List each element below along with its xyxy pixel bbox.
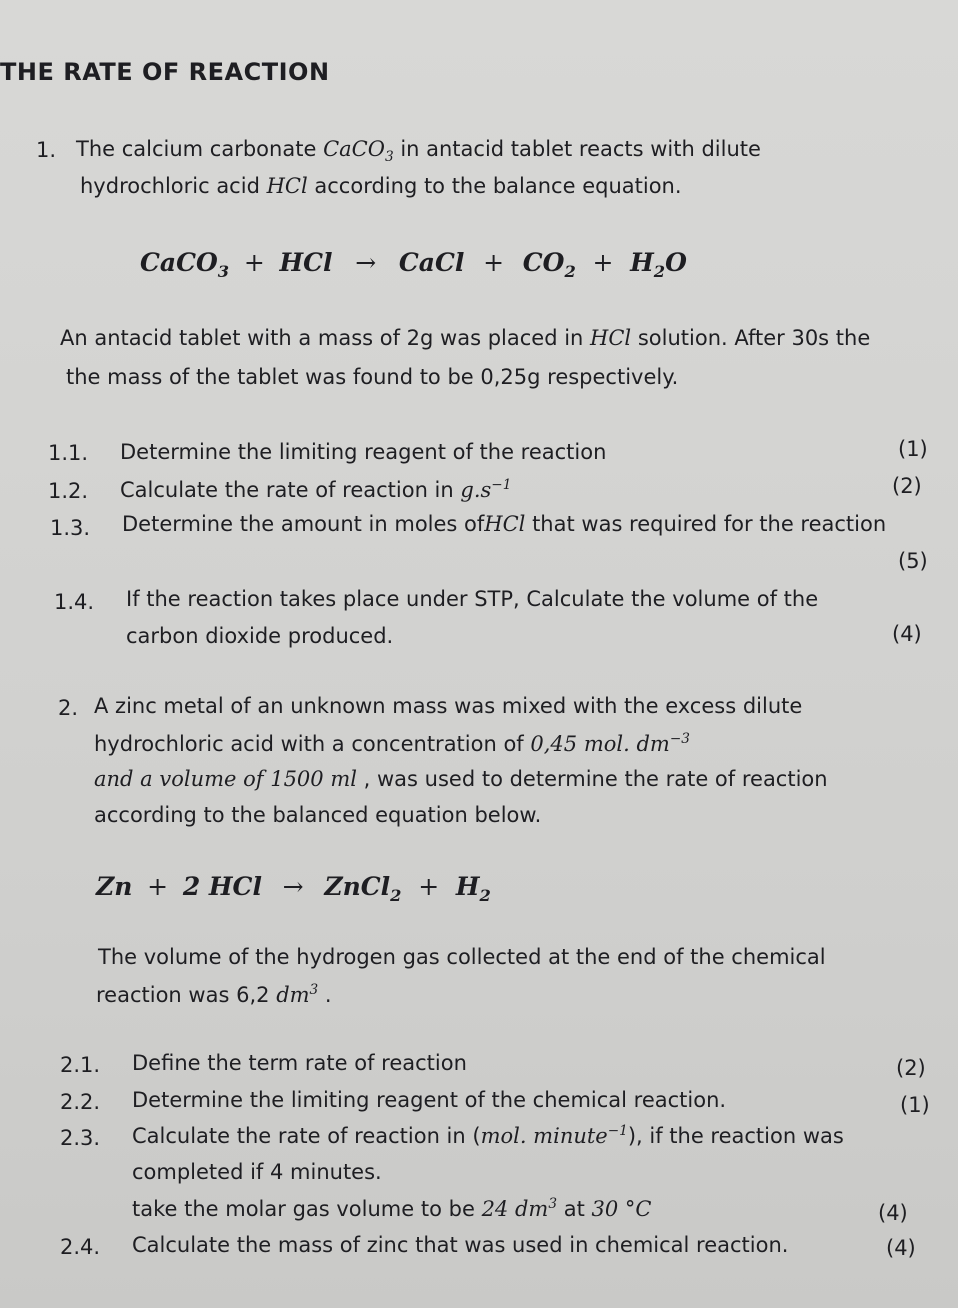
q2-3-text-line3: take the molar gas volume to be 24 $dm^3$ at 30 °C [132, 1196, 652, 1221]
q2-3-text: Calculate the rate of reaction in (mol. minute$^{-1}$), if the reaction was [132, 1123, 844, 1148]
q1-2-marks: (2) [892, 474, 922, 498]
q2-1-text: Define the term rate of reaction [132, 1051, 467, 1075]
q1-number: 1. [36, 138, 57, 162]
q2-line2: hydrochloric acid with a concentration of 0,45 mol. $dm^{-3}$ [94, 731, 690, 756]
q2-line1: A zinc metal of an unknown mass was mixed with the excess dilute [94, 694, 803, 718]
q1-4-text: If the reaction takes place under STP, Calculate the volume of the [126, 587, 819, 611]
q2-number: 2. [58, 696, 79, 720]
q2-4-text: Calculate the mass of zinc that was used in chemical reaction. [132, 1233, 789, 1257]
q1-para2: the mass of the tablet was found to be 0,25g respectively. [66, 365, 679, 389]
q2-3-marks: (4) [878, 1201, 908, 1225]
q1-3-text: Determine the amount in moles ofHCl that was required for the reaction [122, 512, 887, 536]
q1-2-number: 1.2. [48, 479, 89, 503]
q1-equation: CaCO$_3$ + HCl → CaCl + $CO_2 + H_2O$ [140, 248, 687, 281]
q2-3-text-line2: completed if 4 minutes. [132, 1160, 382, 1184]
q2-4-marks: (4) [886, 1236, 916, 1260]
q2-4-number: 2.4. [60, 1235, 101, 1259]
q1-para1: An antacid tablet with a mass of 2g was placed in HCl solution. After 30s the [60, 326, 871, 350]
q1-3-number: 1.3. [50, 516, 91, 540]
q1-line2: hydrochloric acid HCl according to the balance equation. [80, 174, 682, 198]
q2-2-marks: (1) [900, 1093, 930, 1117]
q2-2-text: Determine the limiting reagent of the chemical reaction. [132, 1088, 727, 1112]
q2-para1: The volume of the hydrogen gas collected at the end of the chemical [98, 945, 826, 969]
q1-4-number: 1.4. [54, 590, 95, 614]
q1-3-marks: (5) [898, 549, 928, 573]
q2-line3: and a volume of 1500 ml , was used to determine the rate of reaction [94, 767, 828, 791]
q2-1-marks: (2) [896, 1056, 926, 1080]
q1-line1: The calcium carbonate CaCO$_3$ in antacid tablet reacts with dilute [76, 137, 761, 166]
q1-4-marks: (4) [892, 622, 922, 646]
page-title: THE RATE OF REACTION [0, 58, 330, 86]
q2-line4: according to the balanced equation below. [94, 803, 542, 827]
q2-3-number: 2.3. [60, 1126, 101, 1150]
q2-equation: Zn + 2 HCl → ZnCl$_2$ + $H_2$ [96, 872, 491, 905]
q2-1-number: 2.1. [60, 1053, 101, 1077]
q1-4-text-cont: carbon dioxide produced. [126, 624, 394, 648]
q1-1-number: 1.1. [48, 441, 89, 465]
q2-2-number: 2.2. [60, 1090, 101, 1114]
q2-para2: reaction was 6,2 $dm^3$ . [96, 982, 332, 1007]
q1-2-text: Calculate the rate of reaction in $g.s^{-1}$ [120, 477, 512, 502]
q1-1-marks: (1) [898, 437, 928, 461]
q1-1-text: Determine the limiting reagent of the reaction [120, 440, 607, 464]
